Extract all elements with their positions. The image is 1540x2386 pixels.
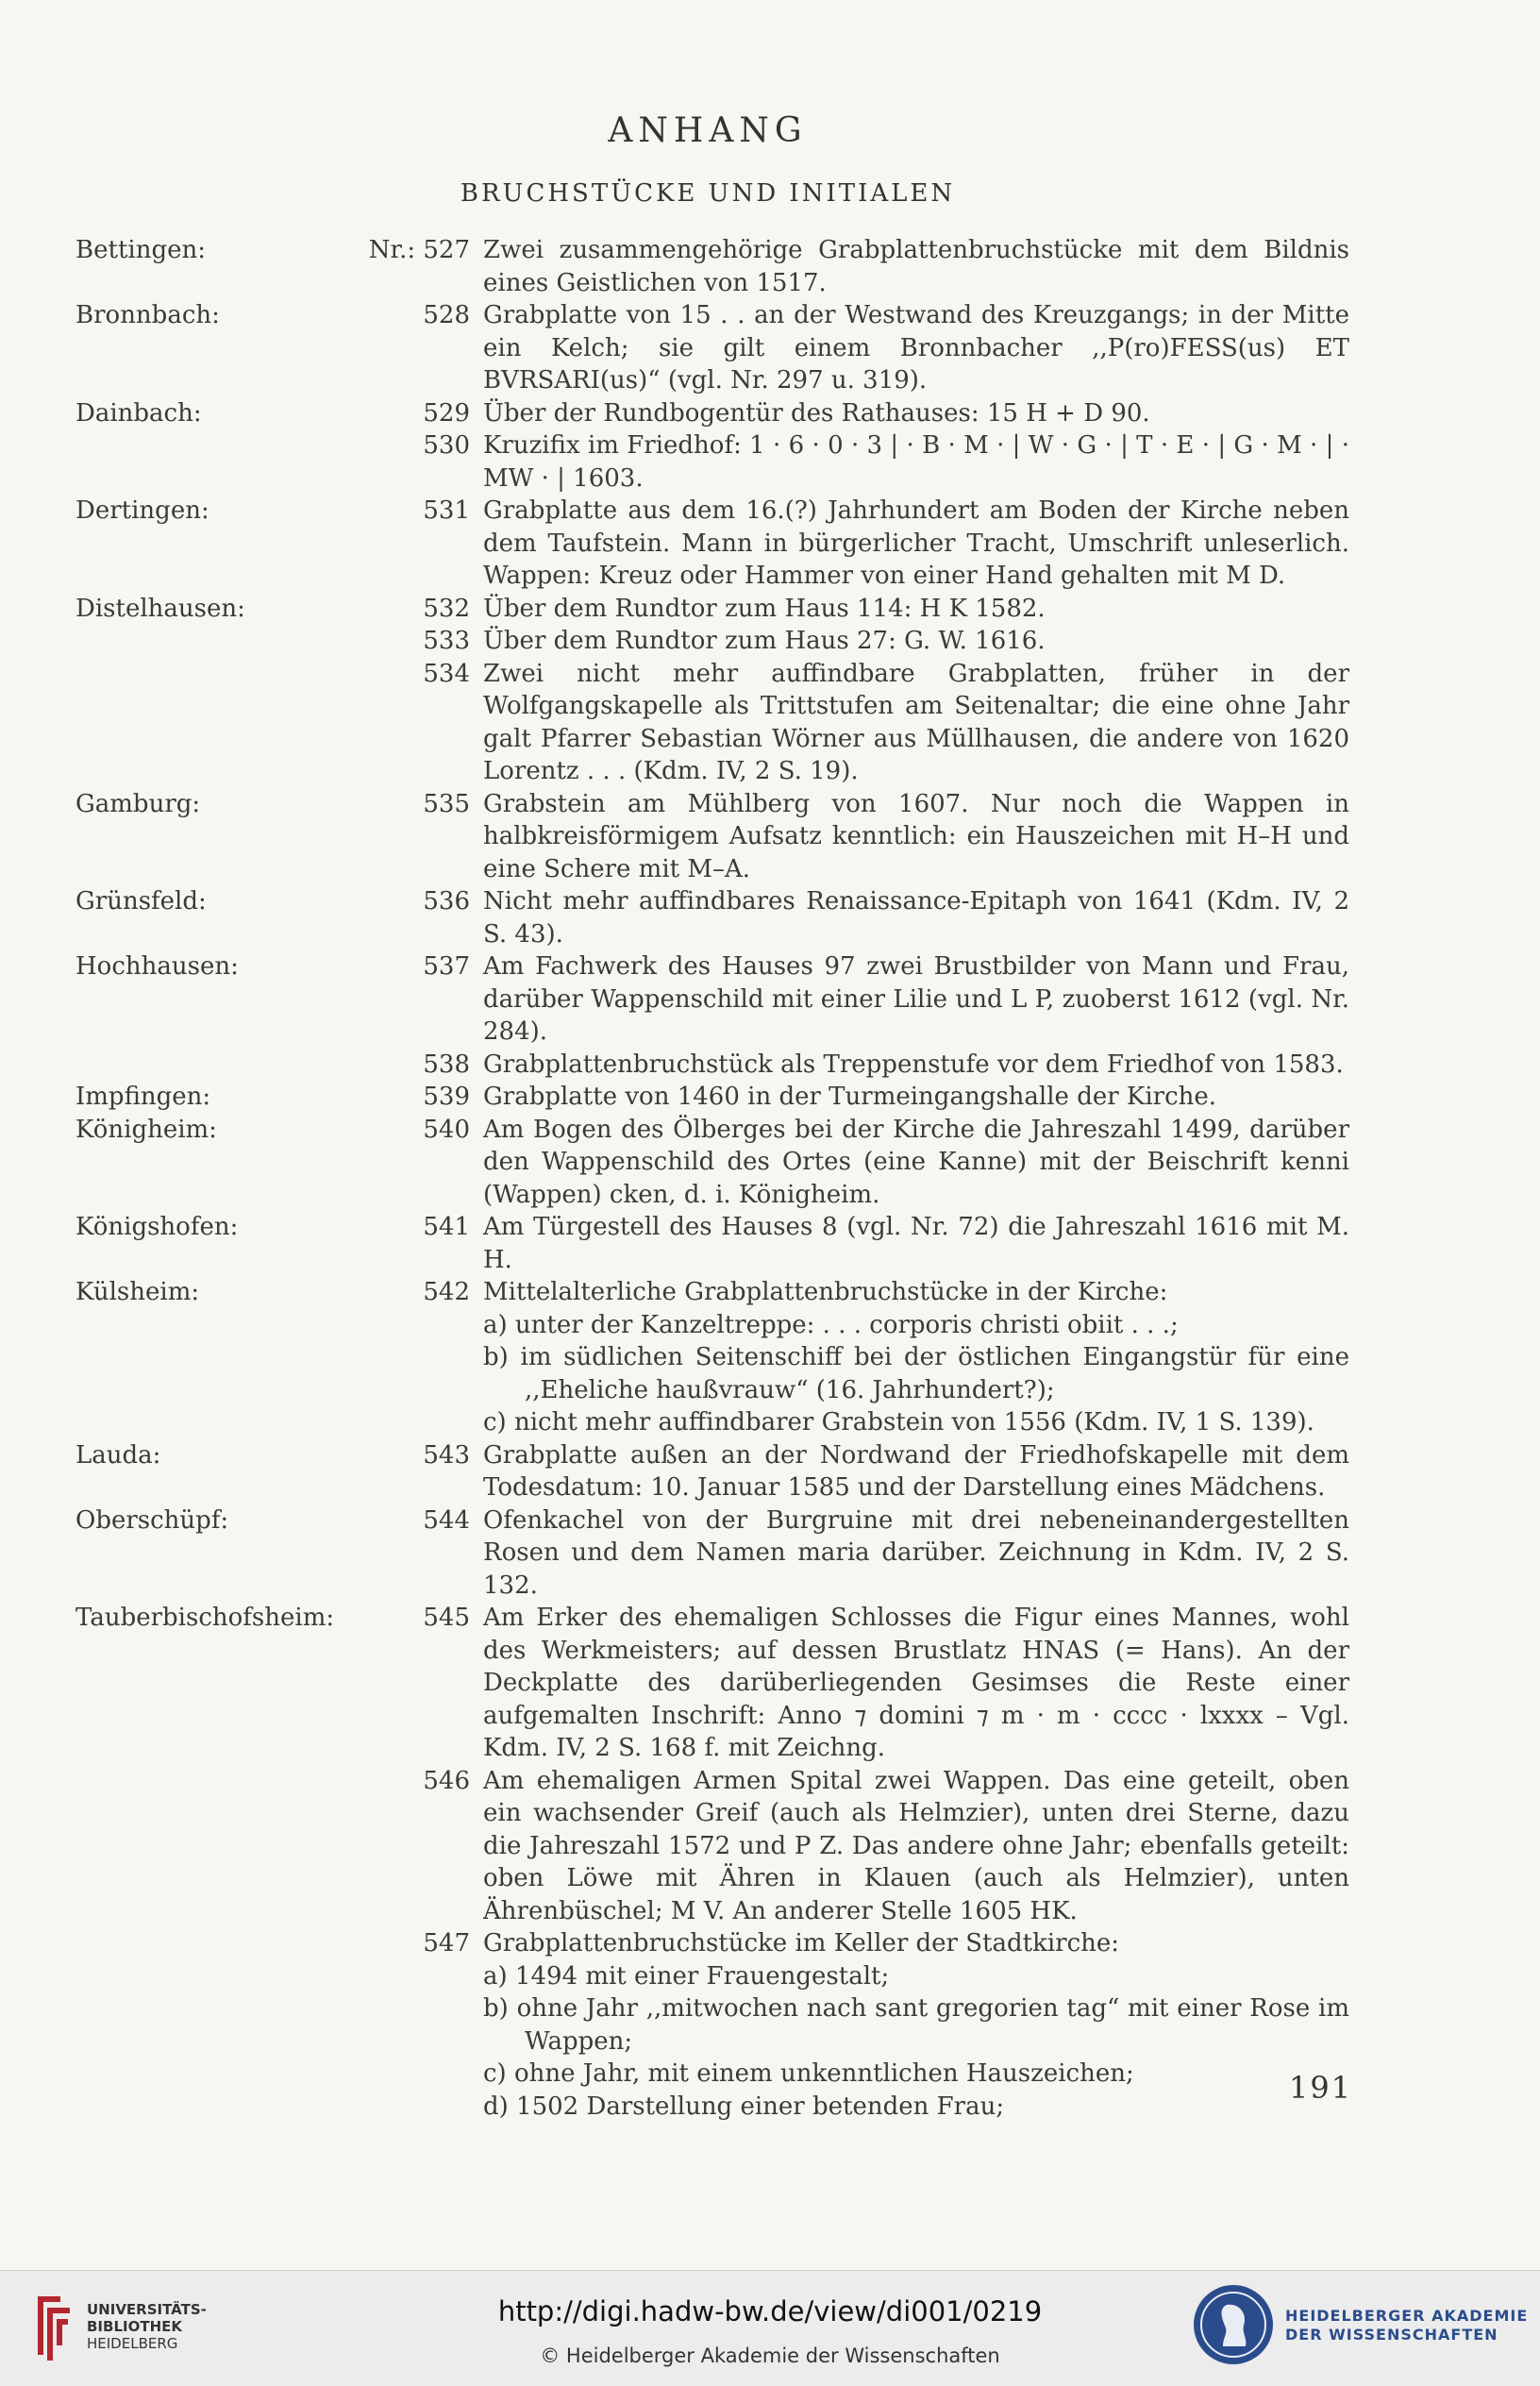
entry-text — [483, 1602, 1349, 1765]
entry-text — [483, 1049, 1349, 1082]
entry-number: 529 — [423, 398, 470, 428]
entry-description: Am Türgestell des Hauses 8 (vgl. Nr. 72) die Jahreszahl 1616 mit M. H. — [483, 1213, 1349, 1274]
entry-place: Hochhausen: — [75, 952, 239, 981]
entry-row — [75, 1049, 1349, 1082]
entry-subitem: b) ohne Jahr ,,mitwochen nach sant gregorien tag“ mit einer Rose im Wappen; — [483, 1994, 1349, 2056]
entry-place: Oberschüpf: — [75, 1505, 229, 1535]
entry-place: Dertingen: — [75, 496, 209, 525]
page-title: ANHANG — [608, 111, 808, 150]
entry-text — [483, 429, 1349, 495]
entry-description: Über der Rundbogentür des Rathauses: 15 H + D 90. — [483, 398, 1150, 428]
entry-text — [483, 885, 1349, 950]
entry-number: 534 — [423, 659, 470, 688]
entry-place: Bronnbach: — [75, 301, 220, 329]
entry-row — [75, 593, 1349, 626]
entry-description: Am Erker des ehemaligen Schlosses die Figur eines Mannes, wohl des Werkmeisters; auf dessen Brustlatz HNAS (= Hans). An der Deckplatte des darüberliegenden Gesimses die Reste einer aufgemalten Inschrift: Anno ⁊ domini ⁊ m · m · cccc · lxxxx – Vgl. Kdm. IV, 2 S. 168 f. mit Zeichng. — [483, 1604, 1349, 1762]
entry-row — [75, 1439, 1349, 1504]
entry-number: 545 — [423, 1604, 470, 1632]
entry-place: Külsheim: — [75, 1278, 200, 1306]
entry-number: 532 — [423, 594, 470, 623]
entry-place: Dainbach: — [75, 398, 202, 428]
entry-number: 538 — [423, 1050, 470, 1079]
entry-number: 533 — [423, 627, 470, 655]
entry-text — [483, 658, 1349, 788]
ub-line-1: UNIVERSITÄTS- — [87, 2301, 207, 2318]
entry-row — [75, 397, 1349, 430]
entry-place: Königshofen: — [75, 1213, 239, 1241]
entry-number: 528 — [423, 301, 470, 329]
entry-row — [75, 1504, 1349, 1603]
entry-place: Grünsfeld: — [75, 887, 207, 916]
entry-row — [75, 429, 1349, 495]
entry-description: Am Bogen des Ölberges bei der Kirche die Jahreszahl 1499, darüber den Wappenschild des Ortes (eine Kanne) mit der Beischrift kenni (Wappen) cken, d. i. Königheim. — [483, 1115, 1349, 1209]
entry-text — [483, 1927, 1349, 2123]
entry-description: Über dem Rundtor zum Haus 114: H K 1582. — [483, 594, 1046, 623]
entry-number: 539 — [423, 1083, 470, 1111]
entry-number: 541 — [423, 1213, 470, 1241]
entry-number: Nr.: 527 — [368, 236, 470, 264]
entry-text — [483, 1276, 1349, 1439]
entry-text — [483, 397, 1349, 430]
ub-line-2: BIBLIOTHEK — [87, 2318, 182, 2335]
entry-place — [75, 658, 349, 788]
entry-number: 535 — [423, 789, 470, 818]
entry-description: Grabplatte von 1460 in der Turmeingangshalle der Kirche. — [483, 1083, 1217, 1111]
section-subtitle: BRUCHSTÜCKE UND INITIALEN — [460, 179, 956, 208]
entry-place: Distelhausen: — [75, 594, 245, 623]
entry-number: 540 — [423, 1115, 470, 1144]
entry-row — [75, 299, 1349, 397]
entry-text — [483, 234, 1349, 299]
entry-subitem: c) ohne Jahr, mit einem unkenntlichen Hauszeichen; — [483, 2059, 1134, 2088]
entry-subitem: a) unter der Kanzeltreppe: . . . corporis christi obiit . . .; — [483, 1310, 1179, 1339]
entry-text — [483, 1765, 1349, 1928]
entry-subitem: a) 1494 mit einer Frauengestalt; — [483, 1961, 890, 1991]
entry-text — [483, 1114, 1349, 1212]
entry-row — [75, 1765, 1349, 1928]
entry-text — [483, 625, 1349, 658]
entry-number: 547 — [423, 1929, 470, 1958]
entry-place — [75, 625, 349, 658]
entry-row — [75, 1114, 1349, 1212]
entry-text — [483, 950, 1349, 1049]
entry-row — [75, 1276, 1349, 1439]
entry-subitem: b) im südlichen Seitenschiff bei der östlichen Eingangstür für eine ,,Eheliche haußvrauw“ (16. Jahrhundert?); — [483, 1343, 1349, 1404]
entry-description: Ofenkachel von der Burgruine mit drei nebeneinandergestellten Rosen und dem Namen maria darüber. Zeichnung in Kdm. IV, 2 S. 132. — [483, 1505, 1349, 1600]
entry-number: 546 — [423, 1766, 470, 1795]
entry-place: Impfingen: — [75, 1083, 211, 1111]
entry-number: 542 — [423, 1278, 470, 1306]
entry-description: Zwei nicht mehr auffindbare Grabplatten, früher in der Wolfgangskapelle als Trittstufen am Seitenaltar; die eine ohne Jahr galt Pfarrer Sebastian Wörner aus Müllhausen, die andere von 1620 Lorentz . . . (Kdm. IV, 2 S. 19). — [483, 659, 1349, 785]
entry-subitem: d) 1502 Darstellung einer betenden Frau; — [483, 2092, 1005, 2121]
entry-description: Grabplattenbruchstück als Treppenstufe vor dem Friedhof von 1583. — [483, 1050, 1344, 1079]
entry-row — [75, 1081, 1349, 1114]
entry-place: Lauda: — [75, 1440, 161, 1470]
entry-row — [75, 658, 1349, 788]
entry-row — [75, 1927, 1349, 2123]
permalink-url[interactable]: http://digi.hadw-bw.de/view/di001/0219 — [497, 2295, 1043, 2327]
entry-description: Grabstein am Mühlberg von 1607. Nur noch die Wappen in halbkreisförmigem Aufsatz kenntlich: ein Hauszeichen mit H–H und eine Schere mit M–A. — [483, 789, 1349, 883]
entry-number: 544 — [423, 1505, 470, 1535]
entry-text — [483, 299, 1349, 397]
entry-number: 536 — [423, 887, 470, 916]
entry-description: Am Fachwerk des Hauses 97 zwei Brustbilder von Mann und Frau, darüber Wappenschild mit einer Lilie und L P, zuoberst 1612 (vgl. Nr. 284). — [483, 952, 1349, 1046]
entry-number: 530 — [423, 431, 470, 460]
entry-description: Mittelalterliche Grabplattenbruchstücke in der Kirche: — [483, 1278, 1168, 1306]
entry-text — [483, 1211, 1349, 1276]
entry-row — [75, 950, 1349, 1049]
entry-description: Grabplatte außen an der Nordwand der Friedhofskapelle mit dem Todesdatum: 10. Januar 1585 und der Darstellung eines Mädchens. — [483, 1440, 1349, 1502]
copyright-notice: © Heidelberger Akademie der Wissenschaften — [540, 2344, 1000, 2367]
entry-row — [75, 234, 1349, 299]
entry-subitem: c) nicht mehr auffindbarer Grabstein von 1556 (Kdm. IV, 1 S. 139). — [483, 1408, 1314, 1437]
entry-number: 537 — [423, 952, 470, 981]
entry-text — [483, 1504, 1349, 1603]
entry-place — [75, 1765, 349, 1928]
entry-text — [483, 788, 1349, 886]
entry-description: Kruzifix im Friedhof: 1 · 6 · 0 · 3 | · B · M · | W · G · | T · E · | G · M · | · MW · | 1603. — [483, 431, 1349, 493]
entry-number: 543 — [423, 1440, 470, 1470]
entry-row — [75, 495, 1349, 593]
entry-place — [75, 1049, 349, 1082]
entry-place — [75, 429, 349, 495]
entry-place: Gamburg: — [75, 789, 201, 818]
entry-text — [483, 1439, 1349, 1504]
entry-row — [75, 625, 1349, 658]
ub-line-3: HEIDELBERG — [87, 2335, 178, 2352]
entry-row — [75, 1211, 1349, 1276]
entry-description: Grabplatte aus dem 16.(?) Jahrhundert am Boden der Kirche neben dem Taufstein. Mann in bürgerlicher Tracht, Umschrift unleserlich. Wappen: Kreuz oder Hammer von einer Hand gehalten mit M D. — [483, 496, 1349, 590]
entry-text — [483, 495, 1349, 593]
entry-description: Am ehemaligen Armen Spital zwei Wappen. Das eine geteilt, oben ein wachsender Greif (auch als Helmzier), unten drei Sterne, dazu die Jahreszahl 1572 und P Z. Das andere ohne Jahr; ebenfalls geteilt: oben Löwe mit Ähren in Klauen (auch als Helmzier), unten Ährenbüschel; M V. An anderer Stelle 1605 HK. — [483, 1766, 1349, 1925]
entry-list — [75, 234, 1349, 2123]
entry-description: Grabplatte von 15 . . an der Westwand des Kreuzgangs; in der Mitte ein Kelch; sie gilt einem Bronnbacher ,,P(ro)FESS(us) ET BVRSARI(us)“ (vgl. Nr. 297 u. 319). — [483, 301, 1349, 395]
entry-description: Über dem Rundtor zum Haus 27: G. W. 1616. — [483, 627, 1046, 655]
entry-text — [483, 593, 1349, 626]
entry-description: Grabplattenbruchstücke im Keller der Stadtkirche: — [483, 1929, 1120, 1958]
entry-text — [483, 1081, 1349, 1114]
entry-row — [75, 788, 1349, 886]
ha-line-1: HEIDELBERGER AKADEMIE — [1285, 2307, 1529, 2325]
ha-line-2: DER WISSENSCHAFTEN — [1285, 2326, 1498, 2344]
page-number: 191 — [1289, 2070, 1353, 2106]
entry-number: 531 — [423, 496, 470, 525]
entry-place: Bettingen: — [75, 236, 206, 264]
academy-name — [1285, 2307, 1528, 2344]
entry-row — [75, 885, 1349, 950]
entry-place: Königheim: — [75, 1115, 217, 1144]
entry-row — [75, 1602, 1349, 1765]
entry-description: Nicht mehr auffindbares Renaissance-Epitaph von 1641 (Kdm. IV, 2 S. 43). — [483, 887, 1349, 949]
academy-seal-icon — [1191, 2282, 1276, 2367]
entry-place: Tauberbischofsheim: — [75, 1604, 335, 1632]
entry-place — [75, 1927, 349, 2123]
entry-description: Zwei zusammengehörige Grabplattenbruchstücke mit dem Bildnis eines Geistlichen von 1517. — [483, 236, 1349, 297]
